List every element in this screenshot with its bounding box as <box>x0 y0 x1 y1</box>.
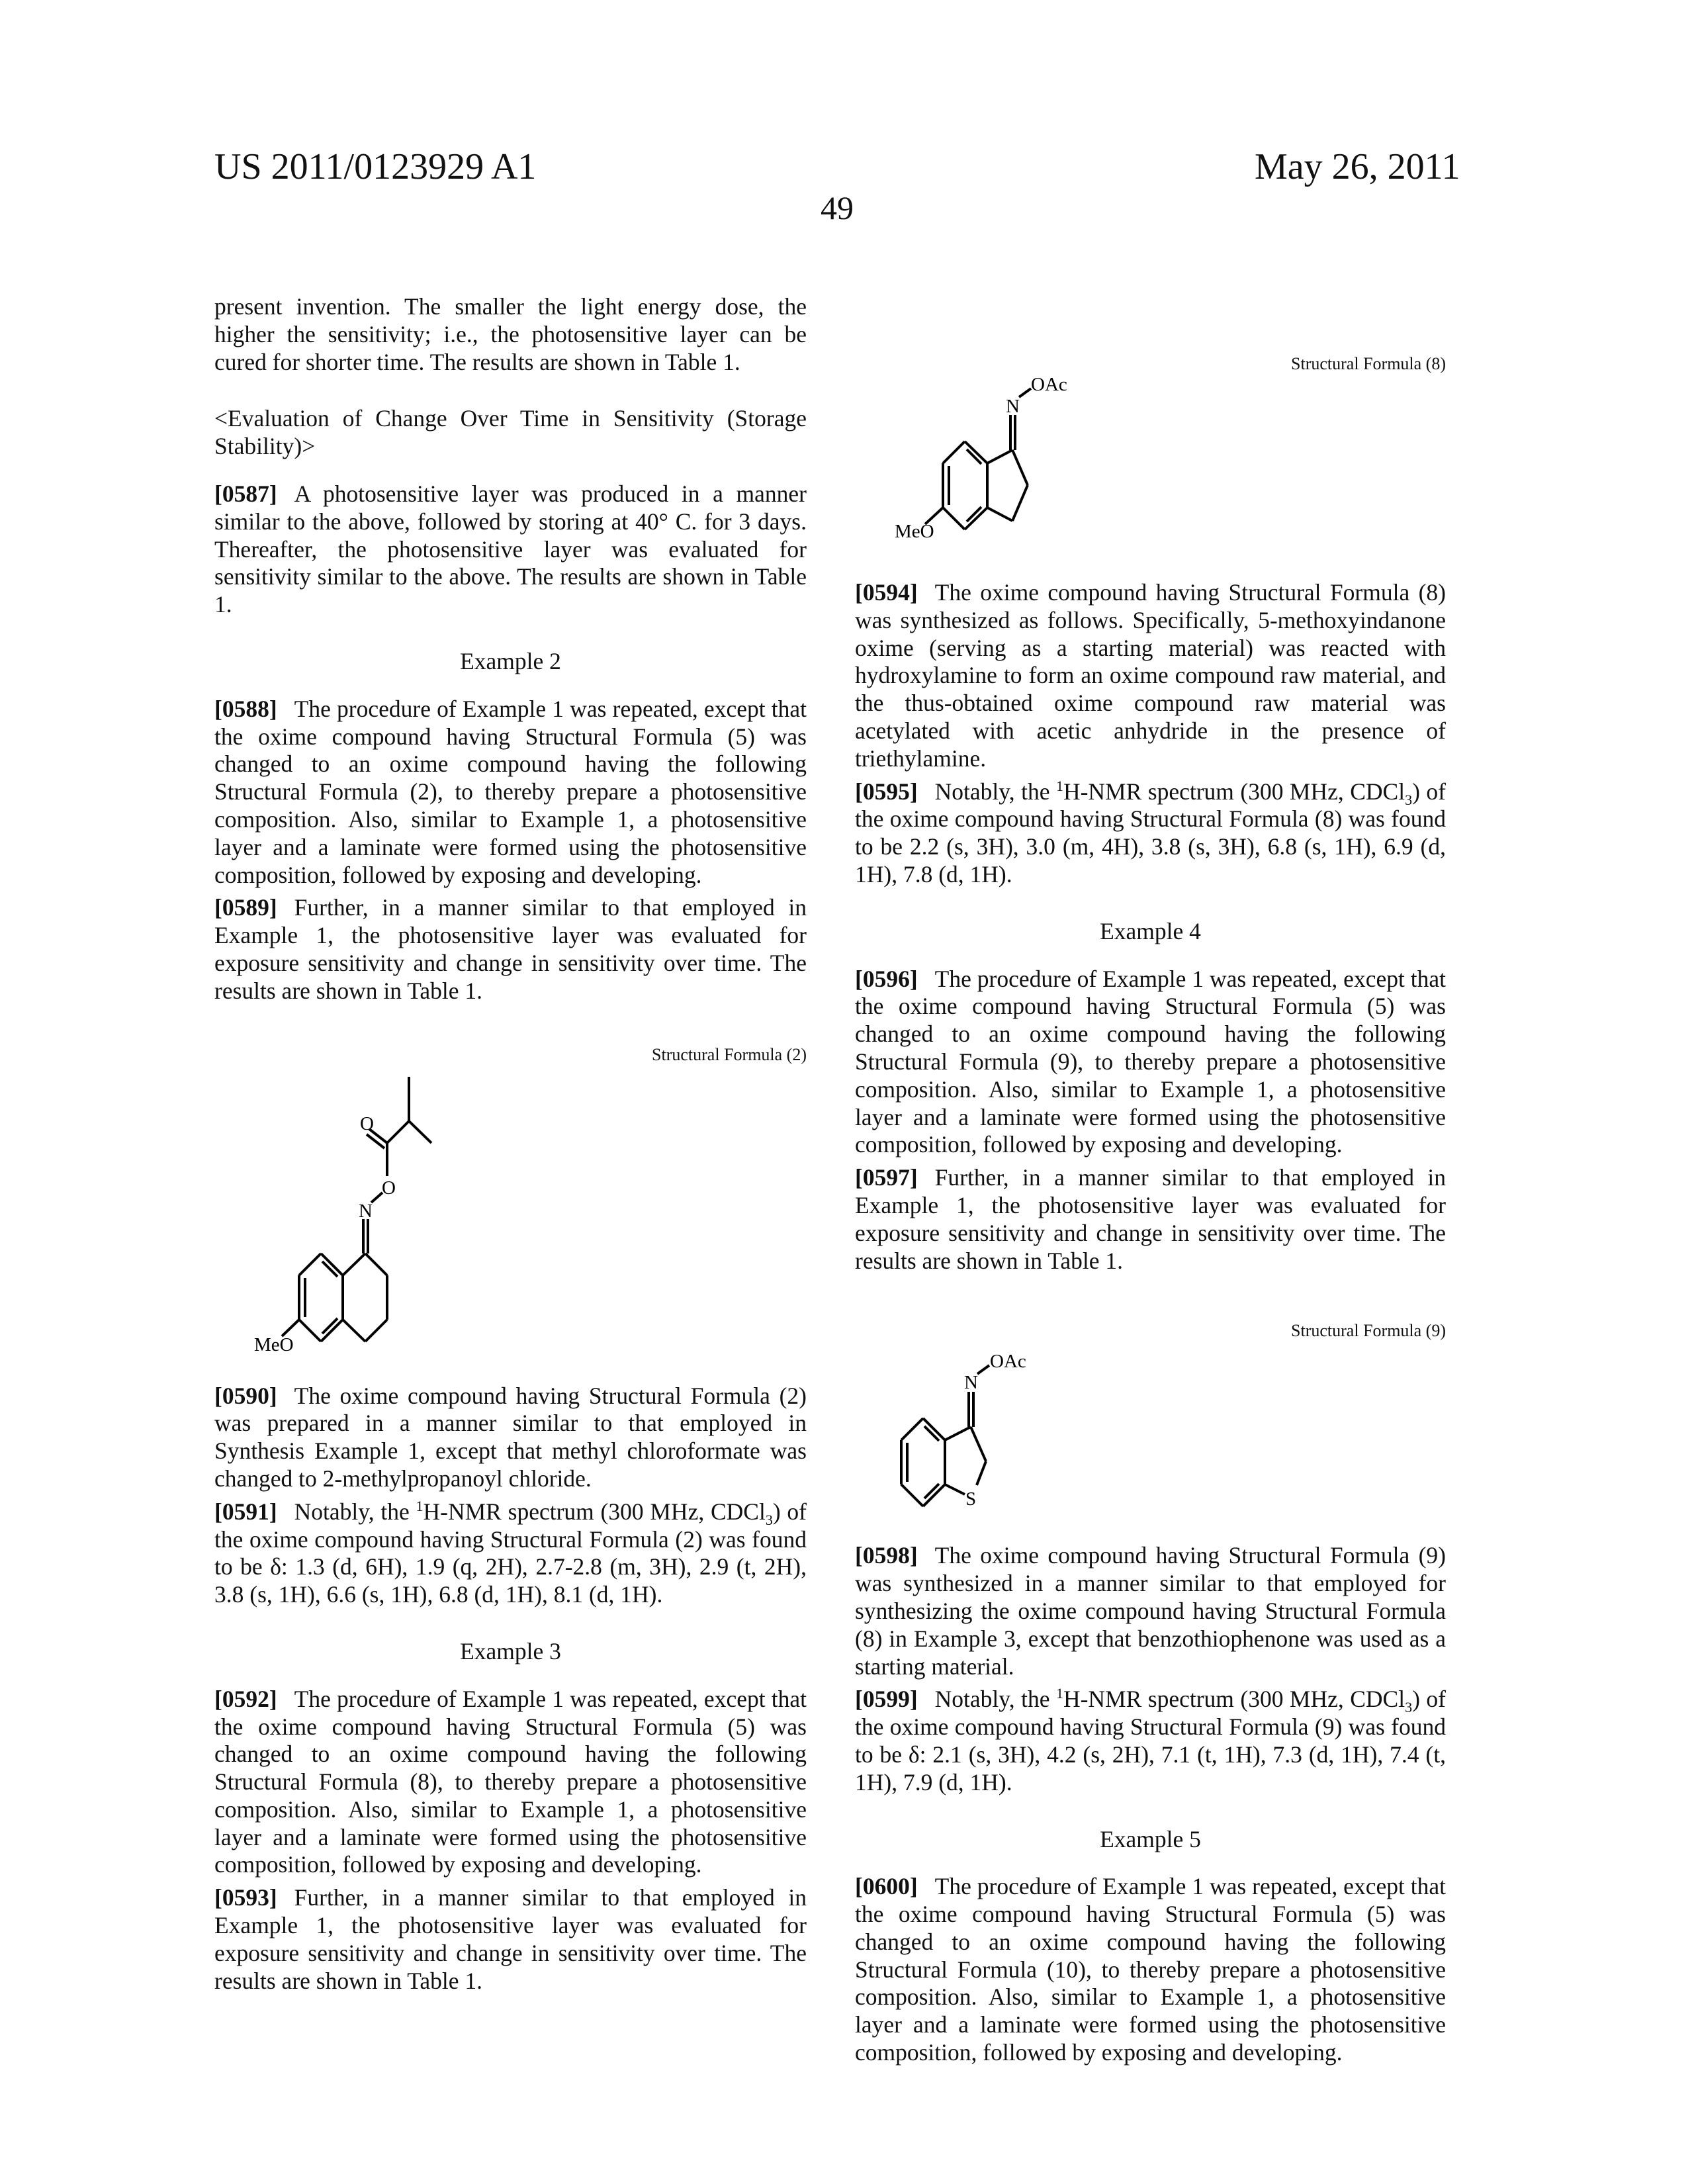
paragraph-text: The oxime compound having Structural Formula (2) was prepared in a manner similar to that employed in Synthesis Example 1, except that methyl chloroformate was changed to 2-methylpropanoyl chloride. <box>214 1383 807 1492</box>
patent-number: US 2011/0123929 A1 <box>214 147 536 187</box>
paragraph-text: Notably, the <box>935 1686 1056 1712</box>
paragraph-text: H-NMR spectrum (300 MHz, CDCl <box>1063 1686 1405 1712</box>
paragraph-number: [0593] <box>214 1884 277 1911</box>
paragraph-0593 <box>214 1884 807 1995</box>
paragraph-0589 <box>214 894 807 1005</box>
paragraph-number: [0598] <box>855 1542 918 1569</box>
structural-formula-8-label: Structural Formula (8) <box>1291 354 1446 374</box>
paragraph-0600 <box>855 1873 1446 2067</box>
atom-s: S <box>965 1488 976 1510</box>
atom-o-carbonyl: O <box>360 1113 374 1134</box>
paragraph-text: ) of the oxime compound having Structural Formula (8) was found to be 2.2 (s, 3H), 3.0 (m, 4H), 3.8 (s, 3H), 6.8 (s, 1H), 6.9 (d, 1H), 7.8 (d, 1H). <box>855 778 1446 887</box>
superscript: 1 <box>1056 1685 1063 1702</box>
paragraph-number: [0597] <box>855 1164 918 1191</box>
paragraph-number: [0591] <box>214 1498 277 1525</box>
example-3-heading: Example 3 <box>214 1638 807 1666</box>
paragraph-text: Notably, the <box>935 778 1056 805</box>
paragraph-number: [0596] <box>855 966 918 992</box>
left-column <box>214 293 807 1995</box>
paragraph-number: [0599] <box>855 1686 918 1712</box>
paragraph-number: [0600] <box>855 1873 918 1899</box>
paragraph-number: [0595] <box>855 778 918 805</box>
paragraph-text: The oxime compound having Structural Formula (8) was synthesized as follows. Specifically, 5-methoxyindanone oxime (serving as a starting material) was reacted with hydroxylamine to form an oxime compound raw material, and the thus-obtained oxime compound raw material was acetylated with acetic anhydride in the presence of triethylamine. <box>855 579 1446 772</box>
paragraph-text: Further, in a manner similar to that employed in Example 1, the photosensitive layer was evaluated for exposure sensitivity and change in sensitivity over time. The results are shown in Table 1. <box>214 1884 807 1993</box>
intro-paragraph: present invention. The smaller the light energy dose, the higher the sensitivity; i.e., the photosensitive layer can be cured for shorter time. The results are shown in Table 1. <box>214 293 807 376</box>
paragraph-text: The oxime compound having Structural Formula (9) was synthesized in a manner similar to that employed for synthesizing the oxime compound having Structural Formula (8) in Example 3, except that benzothiophenone was used as a starting material. <box>855 1542 1446 1679</box>
section-heading: <Evaluation of Change Over Time in Sensitivity (Storage Stability)> <box>214 405 807 461</box>
structural-formula-8 <box>855 347 1446 559</box>
paragraph-0594 <box>855 579 1446 773</box>
paragraph-text: The procedure of Example 1 was repeated, except that the oxime compound having Structural Formula (5) was changed to an oxime compound having the following Structural Formula (2), to thereby prepare a photosensitive composition. Also, similar to Example 1, a photosensitive layer and a laminate were formed using the photosensitive composition, followed by exposing and developing. <box>214 696 807 888</box>
paragraph-text: H-NMR spectrum (300 MHz, CDCl <box>1063 778 1405 805</box>
acetoxy-label: OAc <box>990 1351 1026 1372</box>
paragraph-0596 <box>855 966 1446 1160</box>
superscript: 1 <box>416 1498 424 1514</box>
structural-formula-9-label: Structural Formula (9) <box>1291 1321 1446 1341</box>
atom-o-ester: O <box>382 1177 396 1199</box>
paragraph-0588 <box>214 696 807 889</box>
paragraph-text: The procedure of Example 1 was repeated, except that the oxime compound having Structural Formula (5) was changed to an oxime compound having the following Structural Formula (9), to thereby prepare a photosensitive composition. Also, similar to Example 1, a photosensitive layer and a laminate were formed using the photosensitive composition, followed by exposing and developing. <box>855 966 1446 1158</box>
example-2-heading: Example 2 <box>214 648 807 676</box>
paragraph-0599 <box>855 1686 1446 1796</box>
paragraph-0598 <box>855 1542 1446 1680</box>
subscript: 3 <box>1405 1699 1412 1715</box>
right-column <box>855 347 1446 2067</box>
example-4-heading: Example 4 <box>855 918 1446 946</box>
paragraph-text: Further, in a manner similar to that employed in Example 1, the photosensitive layer was evaluated for exposure sensitivity and change in sensitivity over time. The results are shown in Table 1. <box>214 894 807 1003</box>
paragraph-number: [0592] <box>214 1686 277 1712</box>
paragraph-0592 <box>214 1686 807 1880</box>
paragraph-0595 <box>855 778 1446 889</box>
paragraph-text: A photosensitive layer was produced in a manner similar to the above, followed by storing at 40° C. for 3 days. Thereafter, the photosensitive layer was evaluated for sensitivity similar to the above. The results are shown in Table 1. <box>214 480 807 617</box>
example-5-heading: Example 5 <box>855 1826 1446 1854</box>
paragraph-text: H-NMR spectrum (300 MHz, CDCl <box>424 1498 766 1525</box>
atom-n: N <box>359 1201 373 1222</box>
methoxy-label: MeO <box>254 1334 294 1355</box>
acetoxy-label: OAc <box>1031 374 1067 395</box>
paragraph-text: The procedure of Example 1 was repeated, except that the oxime compound having Structural Formula (5) was changed to an oxime compound having the following Structural Formula (10), to thereby prepare a photosensitive composition. Also, similar to Example 1, a photosensitive layer and a laminate were formed using the photosensitive composition, followed by exposing and developing. <box>855 1873 1446 2066</box>
paragraph-0587 <box>214 480 807 619</box>
paragraph-text: ) of the oxime compound having Structural Formula (9) was found to be δ: 2.1 (s, 3H), 4.2 (s, 2H), 7.1 (t, 1H), 7.3 (d, 1H), 7.4 (t, 1H), 7.9 (d, 1H). <box>855 1686 1446 1795</box>
structural-formula-2-drawing <box>214 1038 807 1356</box>
structural-formula-9 <box>855 1314 1446 1520</box>
structural-formula-2 <box>214 1038 807 1356</box>
paragraph-0591 <box>214 1498 807 1609</box>
paragraph-text: The procedure of Example 1 was repeated, except that the oxime compound having Structural Formula (5) was changed to an oxime compound having the following Structural Formula (8), to thereby prepare a photosensitive composition. Also, similar to Example 1, a photosensitive layer and a laminate were formed using the photosensitive composition, followed by exposing and developing. <box>214 1686 807 1878</box>
paragraph-text: ) of the oxime compound having Structural Formula (2) was found to be δ: 1.3 (d, 6H), 1.9 (q, 2H), 2.7-2.8 (m, 3H), 2.9 (t, 2H), 3.8 (s, 1H), 6.6 (s, 1H), 6.8 (d, 1H), 8.1 (d, 1H). <box>214 1498 807 1608</box>
publication-date: May 26, 2011 <box>1255 147 1460 187</box>
structural-formula-8-drawing <box>855 347 1446 559</box>
paragraph-number: [0587] <box>214 480 277 507</box>
superscript: 1 <box>1056 778 1063 794</box>
subscript: 3 <box>1405 792 1412 808</box>
methoxy-label: MeO <box>895 521 934 542</box>
paragraph-number: [0594] <box>855 579 918 606</box>
paragraph-0590 <box>214 1383 807 1493</box>
page-number: 49 <box>821 188 854 228</box>
atom-n: N <box>1006 396 1020 417</box>
structural-formula-9-drawing <box>855 1314 1446 1520</box>
paragraph-text: Notably, the <box>294 1498 416 1525</box>
subscript: 3 <box>766 1512 773 1528</box>
atom-n: N <box>964 1372 978 1393</box>
paragraph-number: [0590] <box>214 1383 277 1409</box>
paragraph-number: [0588] <box>214 696 277 722</box>
paragraph-number: [0589] <box>214 894 277 921</box>
structural-formula-2-label: Structural Formula (2) <box>652 1045 807 1065</box>
paragraph-text: Further, in a manner similar to that employed in Example 1, the photosensitive layer was evaluated for exposure sensitivity and change in sensitivity over time. The results are shown in Table 1. <box>855 1164 1446 1273</box>
paragraph-0597 <box>855 1164 1446 1275</box>
